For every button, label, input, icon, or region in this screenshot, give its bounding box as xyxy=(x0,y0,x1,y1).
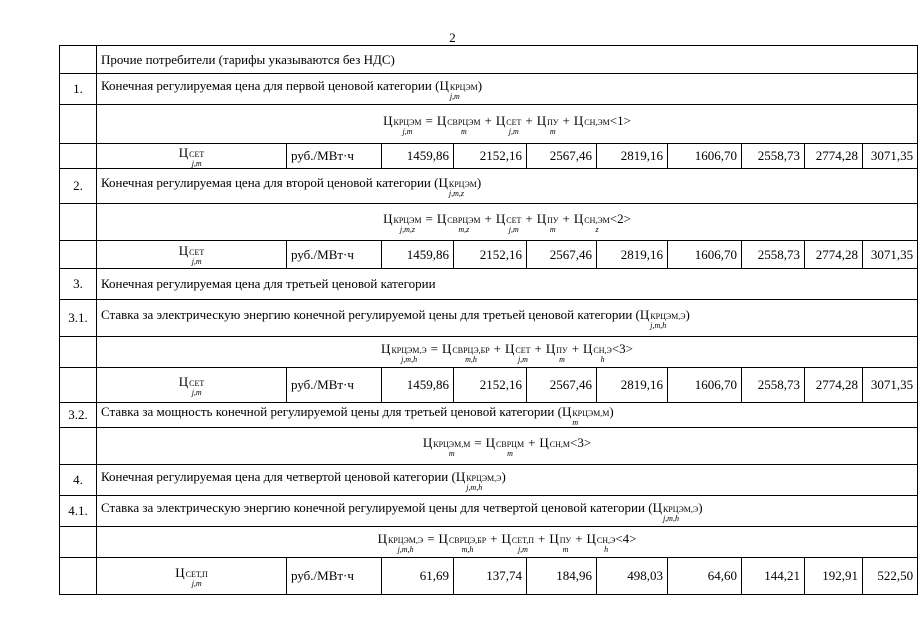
symbol-superscript: СВРЦЭМ xyxy=(447,117,481,127)
symbol-superscript: СЕТ xyxy=(189,149,205,159)
symbol-superscript: СЕТ xyxy=(506,215,522,225)
price-symbol xyxy=(486,435,524,458)
price-symbol xyxy=(537,211,559,234)
symbol-base: Ц xyxy=(545,340,556,356)
empty-cell xyxy=(60,204,97,241)
symbol-superscript: СЕТ xyxy=(515,345,531,355)
item-title xyxy=(97,496,918,527)
item-text: Ставка за мощность конечной регулируемой цены для третьей ценовой категории ( xyxy=(101,403,562,419)
symbol-base: Ц xyxy=(495,210,506,226)
symbol-subscript: m xyxy=(460,126,467,136)
price-symbol xyxy=(546,341,568,364)
symbol-base: Ц xyxy=(436,210,447,226)
price-symbol xyxy=(442,341,490,364)
symbol-superscript: СН,ЭМ xyxy=(584,117,610,127)
item-text-close: ) xyxy=(609,403,614,419)
symbol-base: Ц xyxy=(536,210,547,226)
value-cell: 2774,28 xyxy=(805,241,863,269)
symbol-subscript: j,m xyxy=(517,354,528,364)
price-symbol xyxy=(496,211,522,234)
symbol-superscript: КРЦЭМ,Э xyxy=(466,473,502,483)
symbol-indices xyxy=(447,119,480,136)
tariff-table xyxy=(59,45,918,595)
symbol-superscript: СЕТ xyxy=(189,248,205,257)
symbol-base: Ц xyxy=(439,77,449,93)
symbol-indices xyxy=(449,537,486,554)
value-cell: 1459,86 xyxy=(382,144,454,169)
symbol-base: Ц xyxy=(586,530,596,546)
price-symbol xyxy=(439,78,477,101)
symbol-superscript: КРЦЭМ,Э xyxy=(650,311,686,321)
symbol-superscript: КРЦЭМ xyxy=(448,179,477,189)
value-cell: 144,21 xyxy=(742,558,805,595)
symbol-indices xyxy=(189,151,204,168)
value-cell: 192,91 xyxy=(805,558,863,595)
plus-sign: + xyxy=(575,530,583,546)
symbol-indices xyxy=(388,537,423,554)
footnote-ref: <1> xyxy=(609,112,631,128)
value-cell: 3071,35 xyxy=(863,368,918,403)
item-text: Конечная регулируемая цена для второй ценовой категории ( xyxy=(101,174,439,190)
symbol-subscript: m xyxy=(549,224,556,234)
item-number: 3.1. xyxy=(60,300,97,337)
symbol-indices xyxy=(547,217,558,234)
price-symbol xyxy=(179,374,205,397)
data-row xyxy=(60,241,918,269)
value-cell: 1459,86 xyxy=(382,368,454,403)
item-title xyxy=(97,403,918,428)
item-row xyxy=(60,169,918,204)
item-row xyxy=(60,465,918,496)
plus-sign: + xyxy=(525,112,533,128)
symbol-indices xyxy=(189,380,204,397)
value-cell: 2567,46 xyxy=(527,241,597,269)
item-text-close: ) xyxy=(698,499,703,515)
empty-cell xyxy=(60,105,97,144)
symbol-subscript: j,m,h xyxy=(401,354,418,364)
symbol-indices xyxy=(512,537,534,554)
symbol-subscript xyxy=(584,128,610,136)
price-symbol xyxy=(175,565,207,588)
symbol-superscript: КРЦЭМ xyxy=(449,82,478,92)
value-cell: 2152,16 xyxy=(454,144,527,169)
symbol-superscript: ПУ xyxy=(556,345,568,355)
symbol-indices xyxy=(496,441,524,458)
value-cell: 2819,16 xyxy=(597,241,668,269)
symbol-subscript: j,m,h xyxy=(650,320,667,330)
symbol-subscript: j,m xyxy=(449,91,460,101)
formula-row xyxy=(60,337,918,368)
symbol-indices xyxy=(394,217,422,234)
symbol-base: Ц xyxy=(178,144,189,160)
value-cell: 2558,73 xyxy=(742,368,805,403)
symbol-base: Ц xyxy=(422,434,433,450)
item-number: 2. xyxy=(60,169,97,204)
value-cell: 2774,28 xyxy=(805,144,863,169)
page-number: 2 xyxy=(449,30,456,45)
value-cell: 498,03 xyxy=(597,558,668,595)
symbol-subscript: j,m,z xyxy=(448,188,464,198)
item-number: 3. xyxy=(60,269,97,300)
item-text: Ставка за электрическую энергию конечной регулируемой цены для третьей ценовой категории ( xyxy=(101,306,640,322)
symbol-superscript: СН,М xyxy=(549,439,571,449)
symbol-base: Ц xyxy=(505,340,515,356)
value-cell: 2152,16 xyxy=(454,241,527,269)
price-symbol xyxy=(574,113,610,136)
item-text: Конечная регулируемая цена для третьей ценовой категории xyxy=(101,276,436,291)
item-row xyxy=(60,496,918,527)
symbol-indices xyxy=(584,217,610,234)
formula xyxy=(97,105,918,144)
value-cell: 2152,16 xyxy=(454,368,527,403)
symbol-indices xyxy=(593,347,611,364)
symbol-subscript: m xyxy=(507,448,513,458)
equals-sign: = xyxy=(474,434,482,450)
item-row xyxy=(60,269,918,300)
plus-sign: + xyxy=(534,340,542,356)
value-cell: 2819,16 xyxy=(597,144,668,169)
symbol-superscript: СЕТ xyxy=(189,378,205,388)
formula-row xyxy=(60,105,918,144)
symbol-base: Ц xyxy=(539,434,549,450)
value-cell: 64,60 xyxy=(668,558,742,595)
empty-cell xyxy=(60,241,97,269)
symbol-indices xyxy=(433,441,470,458)
symbol-superscript: СЕТ,П xyxy=(185,569,208,579)
symbol-indices xyxy=(391,347,426,364)
formula xyxy=(97,337,918,368)
symbol-subscript: m xyxy=(549,126,556,136)
formula-row xyxy=(60,428,918,465)
table-body xyxy=(60,46,918,595)
price-symbol xyxy=(179,145,205,168)
symbol-superscript: КРЦЭМ,Э xyxy=(391,345,427,355)
footnote-ref: <3> xyxy=(611,340,633,356)
price-symbol xyxy=(378,531,424,554)
section-header-row xyxy=(60,46,918,74)
value-cell: 137,74 xyxy=(454,558,527,595)
tariff-symbol-cell xyxy=(97,144,287,169)
symbol-indices xyxy=(650,313,685,330)
symbol-subscript: m,z xyxy=(458,224,470,234)
item-text-close: ) xyxy=(476,174,482,190)
price-symbol xyxy=(574,211,610,234)
empty-cell xyxy=(60,337,97,368)
symbol-base: Ц xyxy=(549,530,559,546)
symbol-base: Ц xyxy=(377,530,387,546)
symbol-subscript xyxy=(550,450,570,458)
item-title xyxy=(97,74,918,105)
item-row xyxy=(60,300,918,337)
symbol-subscript: j,m xyxy=(508,126,519,136)
symbol-subscript: z xyxy=(595,224,599,234)
symbol-indices xyxy=(452,347,489,364)
symbol-indices xyxy=(189,249,204,266)
symbol-subscript: m xyxy=(562,544,569,554)
price-symbol xyxy=(383,211,421,234)
symbol-superscript: КРЦЭМ,М xyxy=(572,408,610,418)
value-cell: 2774,28 xyxy=(805,368,863,403)
symbol-superscript: ПУ xyxy=(559,535,572,545)
empty-cell xyxy=(60,428,97,465)
symbol-subscript: j,m xyxy=(508,224,519,234)
item-number: 4.1. xyxy=(60,496,97,527)
symbol-indices xyxy=(515,347,530,364)
price-symbol xyxy=(640,307,686,330)
item-number: 3.2. xyxy=(60,403,97,428)
empty-cell xyxy=(60,46,97,74)
empty-cell xyxy=(60,558,97,595)
unit-cell: руб./МВт·ч xyxy=(287,241,382,269)
item-text: Конечная регулируемая цена для первой ценовой категории ( xyxy=(101,77,440,93)
item-row xyxy=(60,403,918,428)
price-symbol xyxy=(423,435,470,458)
plus-sign: + xyxy=(528,434,536,450)
value-cell: 3071,35 xyxy=(863,144,918,169)
symbol-subscript: j,m,h xyxy=(662,513,679,523)
symbol-superscript: ПУ xyxy=(547,215,559,225)
tariff-symbol-cell xyxy=(97,368,287,403)
symbol-superscript: КРЦЭМ,М xyxy=(433,439,471,449)
symbol-base: Ц xyxy=(438,174,448,190)
symbol-indices xyxy=(597,537,615,554)
symbol-subscript: m,h xyxy=(461,544,474,554)
value-cell: 1606,70 xyxy=(668,144,742,169)
value-cell: 2558,73 xyxy=(742,144,805,169)
value-cell: 522,50 xyxy=(863,558,918,595)
item-title xyxy=(97,269,918,300)
symbol-indices xyxy=(572,410,609,427)
price-symbol xyxy=(502,531,534,554)
item-text: Конечная регулируемая цена для четвертой ценовой категории ( xyxy=(101,468,456,484)
item-title xyxy=(97,300,918,337)
price-symbol xyxy=(537,113,559,136)
value-cell: 184,96 xyxy=(527,558,597,595)
price-symbol xyxy=(587,531,616,554)
footnote-ref: <2> xyxy=(609,210,631,226)
symbol-superscript: СН,Э xyxy=(593,345,612,355)
symbol-base: Ц xyxy=(383,210,393,226)
plus-sign: + xyxy=(484,210,492,226)
item-number: 1. xyxy=(60,74,97,105)
symbol-subscript: m,h xyxy=(465,354,477,364)
symbol-superscript: СН,Э xyxy=(596,535,616,545)
symbol-subscript: j,m xyxy=(191,578,202,588)
symbol-subscript: j,m xyxy=(191,387,202,397)
symbol-base: Ц xyxy=(436,112,447,128)
plus-sign: + xyxy=(562,112,570,128)
formula-row xyxy=(60,204,918,241)
value-cell: 61,69 xyxy=(382,558,454,595)
equals-sign: = xyxy=(427,530,435,546)
symbol-superscript: КРЦЭМ xyxy=(393,215,422,225)
item-text: Ставка за электрическую энергию конечной регулируемой цены для четвертой ценовой категории ( xyxy=(101,499,653,515)
price-symbol xyxy=(549,531,571,554)
symbol-subscript: h xyxy=(604,544,609,554)
formula xyxy=(97,204,918,241)
data-row xyxy=(60,144,918,169)
symbol-subscript: h xyxy=(600,354,605,364)
price-symbol xyxy=(438,175,476,198)
item-number: 4. xyxy=(60,465,97,496)
symbol-subscript: j,m xyxy=(191,158,202,168)
symbol-base: Ц xyxy=(381,340,391,356)
value-cell: 1459,86 xyxy=(382,241,454,269)
item-title xyxy=(97,169,918,204)
value-cell: 2567,46 xyxy=(527,368,597,403)
symbol-base: Ц xyxy=(652,499,662,515)
empty-cell xyxy=(60,368,97,403)
symbol-subscript: m xyxy=(448,448,455,458)
tariff-symbol-cell xyxy=(97,558,287,595)
symbol-indices xyxy=(450,84,478,101)
symbol-superscript: СВРЦЭМ xyxy=(447,215,481,225)
plus-sign: + xyxy=(538,530,546,546)
symbol-indices xyxy=(584,119,610,136)
price-symbol xyxy=(583,341,612,364)
value-cell: 2819,16 xyxy=(597,368,668,403)
value-cell: 1606,70 xyxy=(668,241,742,269)
unit-cell: руб./МВт·ч xyxy=(287,558,382,595)
empty-cell xyxy=(60,527,97,558)
price-symbol xyxy=(505,341,531,364)
symbol-indices xyxy=(550,441,570,458)
plus-sign: + xyxy=(571,340,580,356)
symbol-base: Ц xyxy=(573,210,584,226)
symbol-superscript: СВРЦМ xyxy=(496,439,525,449)
section-header: Прочие потребители (тарифы указываются без НДС) xyxy=(97,46,918,74)
symbol-base: Ц xyxy=(495,112,506,128)
equals-sign: = xyxy=(425,112,433,128)
symbol-indices xyxy=(449,181,477,198)
symbol-base: Ц xyxy=(438,530,448,546)
plus-sign: + xyxy=(490,530,498,546)
plus-sign: + xyxy=(493,340,501,356)
price-symbol xyxy=(437,113,481,136)
symbol-subscript: m xyxy=(559,354,565,364)
item-text-close: ) xyxy=(685,306,690,322)
formula xyxy=(97,428,918,465)
symbol-superscript: СЕТ,П xyxy=(511,535,534,545)
item-title xyxy=(97,465,918,496)
symbol-base: Ц xyxy=(573,112,584,128)
price-symbol xyxy=(653,500,699,523)
symbol-indices xyxy=(394,119,422,136)
price-symbol xyxy=(496,113,522,136)
symbol-superscript: КРЦЭМ,Э xyxy=(662,504,699,514)
symbol-base: Ц xyxy=(178,373,189,389)
formula xyxy=(97,527,918,558)
symbol-indices xyxy=(186,571,208,588)
symbol-superscript: КРЦЭМ,Э xyxy=(387,535,424,545)
symbol-base: Ц xyxy=(485,434,496,450)
symbol-subscript: j,m,z xyxy=(399,224,416,234)
price-symbol xyxy=(383,113,421,136)
price-symbol xyxy=(439,531,487,554)
symbol-superscript: ПУ xyxy=(547,117,559,127)
symbol-indices xyxy=(547,119,558,136)
symbol-base: Ц xyxy=(175,564,185,580)
symbol-subscript: j,m xyxy=(402,126,413,136)
symbol-superscript: КРЦЭМ xyxy=(393,117,422,127)
footnote-ref: <3> xyxy=(570,434,592,450)
symbol-base: Ц xyxy=(561,403,572,419)
footnote-ref: <4> xyxy=(615,530,637,546)
symbol-indices xyxy=(560,537,571,554)
data-row xyxy=(60,558,918,595)
plus-sign: + xyxy=(562,210,570,226)
value-cell: 2567,46 xyxy=(527,144,597,169)
symbol-subscript: j,m xyxy=(517,544,528,554)
symbol-base: Ц xyxy=(178,243,189,258)
symbol-subscript: j,m xyxy=(191,257,202,266)
symbol-superscript: СЕТ xyxy=(506,117,522,127)
symbol-superscript: СН,ЭМ xyxy=(584,215,610,225)
price-symbol xyxy=(562,404,609,427)
symbol-indices xyxy=(506,119,521,136)
price-symbol xyxy=(381,341,427,364)
equals-sign: = xyxy=(430,340,439,356)
item-text-close: ) xyxy=(501,468,506,484)
symbol-indices xyxy=(556,347,567,364)
value-cell: 2558,73 xyxy=(742,241,805,269)
symbol-base: Ц xyxy=(442,340,452,356)
item-row xyxy=(60,74,918,105)
symbol-indices xyxy=(447,217,480,234)
value-cell: 1606,70 xyxy=(668,368,742,403)
plus-sign: + xyxy=(525,210,533,226)
symbol-base: Ц xyxy=(536,112,547,128)
value-cell: 3071,35 xyxy=(863,241,918,269)
symbol-base: Ц xyxy=(501,530,511,546)
symbol-base: Ц xyxy=(583,340,593,356)
unit-cell: руб./МВт·ч xyxy=(287,144,382,169)
symbol-superscript: СВРЦЭ,БР xyxy=(452,345,490,355)
item-text-close: ) xyxy=(477,77,483,93)
unit-cell: руб./МВт·ч xyxy=(287,368,382,403)
price-symbol xyxy=(179,243,205,266)
tariff-symbol-cell xyxy=(97,241,287,269)
symbol-indices xyxy=(663,506,698,523)
symbol-subscript: m xyxy=(572,417,579,427)
empty-cell xyxy=(60,144,97,169)
symbol-subscript: j,m,h xyxy=(466,482,483,492)
symbol-base: Ц xyxy=(639,306,650,322)
formula-row xyxy=(60,527,918,558)
symbol-indices xyxy=(506,217,521,234)
data-row xyxy=(60,368,918,403)
price-symbol xyxy=(437,211,481,234)
plus-sign: + xyxy=(484,112,492,128)
equals-sign: = xyxy=(425,210,433,226)
symbol-base: Ц xyxy=(455,468,466,484)
symbol-subscript: j,m,h xyxy=(397,544,414,554)
symbol-indices xyxy=(466,475,501,492)
symbol-base: Ц xyxy=(383,112,393,128)
symbol-superscript: СВРЦЭ,БР xyxy=(448,535,487,545)
price-symbol xyxy=(539,435,570,458)
price-symbol xyxy=(456,469,502,492)
